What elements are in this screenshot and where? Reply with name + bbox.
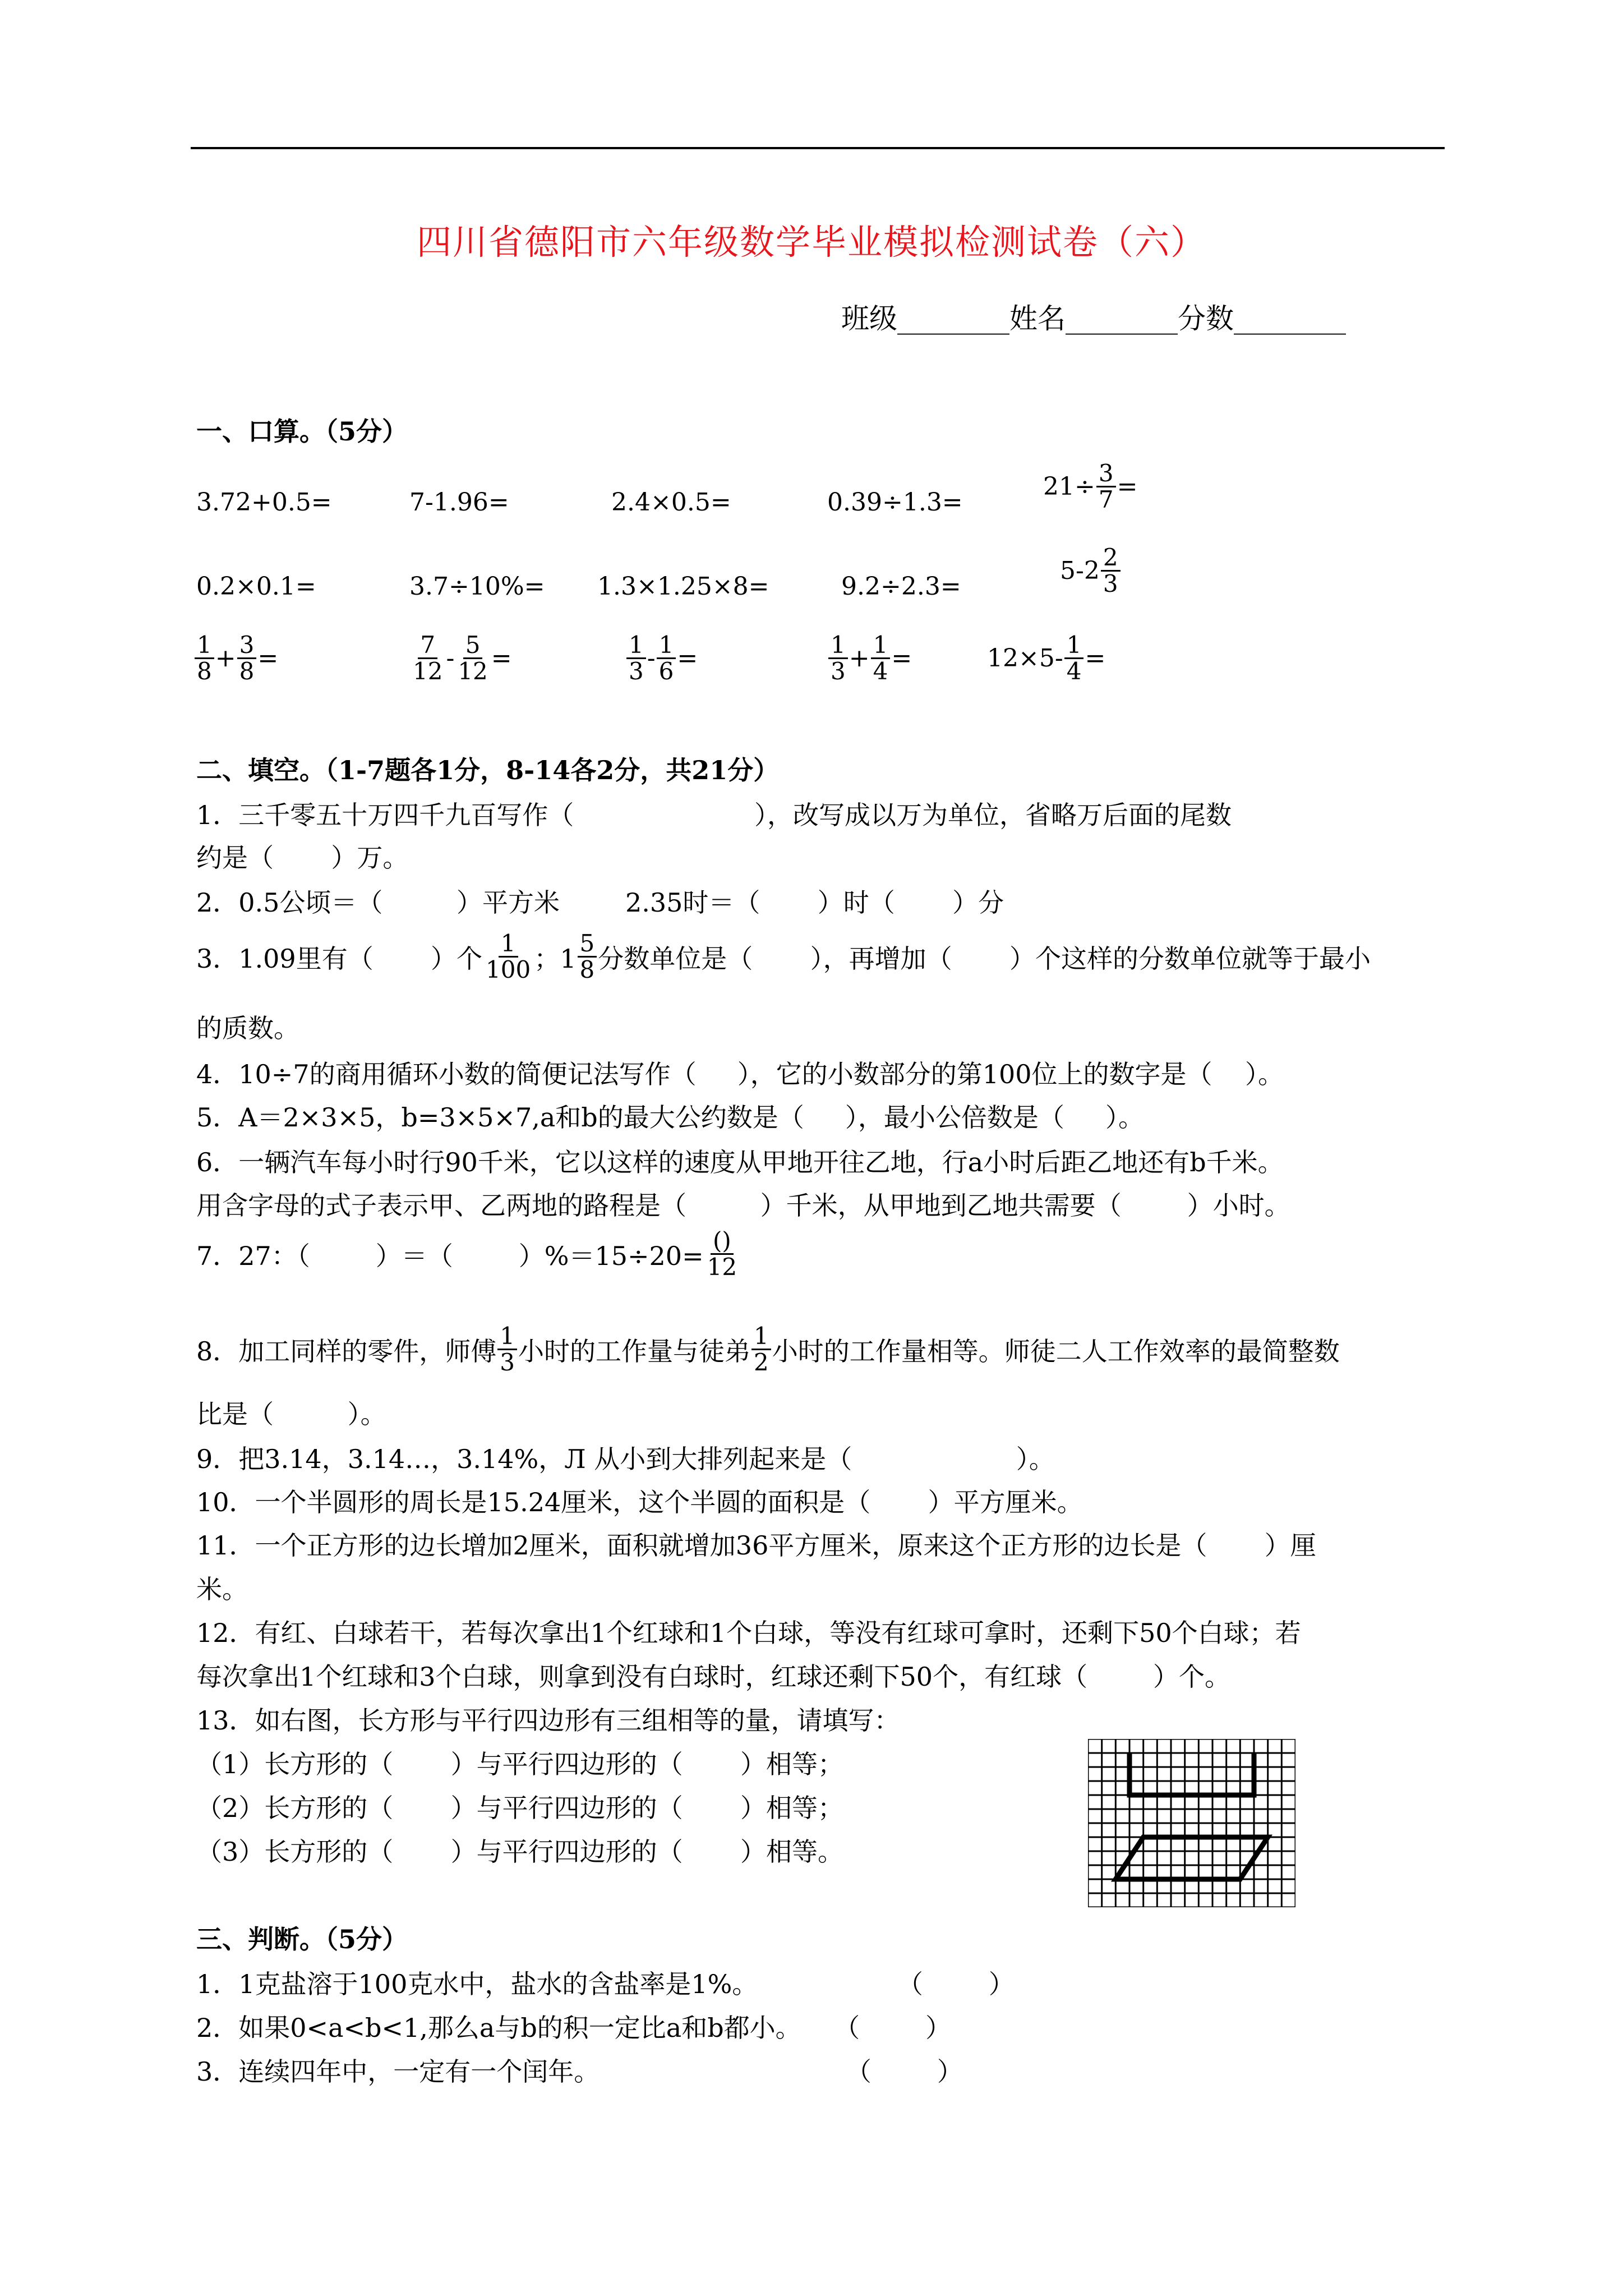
- calc-item: 1.3×1.25×8=: [597, 572, 769, 601]
- rectangle-parallelogram-grid-figure: [1088, 1739, 1295, 1907]
- question-4: 4．10÷7的商用循环小数的简便记法写作（ ），它的小数部分的第100位上的数字是（ ）。: [196, 1059, 1284, 1089]
- section1-heading: 一、口算。（5分）: [196, 416, 408, 447]
- question-13-part3: （3）长方形的（ ）与平行四边形的（ ）相等。: [196, 1837, 843, 1867]
- calc-item: 3.72+0.5=: [196, 488, 332, 517]
- question-9: 9．把3.14，3.14…，3.14%，Л 从小到大排列起来是（ ）。: [196, 1444, 1055, 1474]
- judgment-3: 3．连续四年中，一定有一个闰年。 （ ）: [196, 2056, 963, 2087]
- question-2: 2．0.5公顷＝（ ）平方米 2.35时＝（ ）时（ ）分: [196, 887, 1004, 918]
- calc-item-fraction: 1 8 + $\frac{3}{8}$ =: [193, 633, 278, 684]
- calc-item-fraction: 1 3 + $\frac{1}{4}$ =: [827, 633, 912, 684]
- calc-item: 2.4×0.5=: [611, 488, 731, 517]
- calc-item: 0.39÷1.3=: [827, 488, 963, 517]
- question-10: 10．一个半圆形的周长是15.24厘米，这个半圆的面积是（ ）平方厘米。: [196, 1487, 1083, 1517]
- calc-item-fraction: 1 3 - $\frac{1}{6}$ =: [625, 633, 698, 684]
- page-title: 四川省德阳市六年级数学毕业模拟检测试卷（六）: [416, 222, 1206, 263]
- student-info-line: 班级________姓名________分数________: [841, 302, 1346, 335]
- calc-item-fraction: 12×5- $\frac{1}{4}$ =: [987, 631, 1106, 685]
- question-3-cont: 的质数。: [196, 1013, 299, 1043]
- question-13: 13．如右图，长方形与平行四边形有三组相等的量，请填写：: [196, 1705, 900, 1736]
- calc-item: 7-1.96=: [409, 488, 509, 517]
- question-12: 12．有红、白球若干，若每次拿出1个红球和1个白球，等没有红球可拿时，还剩下50个白球；若: [196, 1618, 1301, 1648]
- section3-heading: 三、判断。（5分）: [196, 1924, 408, 1954]
- question-1: 1．三千零五十万四千九百写作（ ），改写成以万为单位，省略万后面的尾数: [196, 800, 1232, 830]
- question-1-cont: 约是（ ）万。: [196, 843, 409, 873]
- section2-heading: 二、填空。（1-7题各1分，8-14各2分，共21分）: [196, 755, 780, 785]
- calc-item-fraction: 21÷ $\frac{3}{7}$ =: [1043, 459, 1138, 514]
- judgment-2: 2．如果0<a<b<1,那么a与b的积一定比a和b都小。 （ ）: [196, 2013, 952, 2043]
- question-11: 11．一个正方形的边长增加2厘米，面积就增加36平方厘米，原来这个正方形的边长是（ ）厘: [196, 1530, 1316, 1561]
- question-8: 8．加工同样的零件，师傅 1 3 小时的工作量与徒弟 1 2 小时的工作量相等。师徒二人工作效率的最简整数: [196, 1322, 1340, 1377]
- calc-item: 9.2÷2.3=: [841, 572, 961, 601]
- question-11-cont: 米。: [196, 1574, 248, 1604]
- question-8-cont: 比是（ ）。: [196, 1399, 386, 1429]
- question-5: 5．A＝2×3×5，b=3×5×7,a和b的最大公约数是（ ），最小公倍数是（ ）。: [196, 1102, 1144, 1133]
- calc-item-fraction: 5-2 2 3: [1060, 545, 1122, 596]
- calc-item: 3.7÷10%=: [409, 572, 545, 601]
- question-7: 7．27：（ ）＝（ ）%＝15÷20= () 12: [196, 1227, 737, 1281]
- question-6-cont: 用含字母的式子表示甲、乙两地的路程是（ ）千米，从甲地到乙地共需要（ ）小时。: [196, 1190, 1290, 1221]
- header-rule: [191, 147, 1445, 149]
- question-13-part1: （1）长方形的（ ）与平行四边形的（ ）相等；: [196, 1749, 843, 1779]
- question-13-part2: （2）长方形的（ ）与平行四边形的（ ）相等；: [196, 1793, 843, 1823]
- calc-item: 0.2×0.1=: [196, 572, 316, 601]
- calc-item-fraction: 7 12 - $\frac{5}{12}$ =: [413, 631, 512, 685]
- judgment-1: 1．1克盐溶于100克水中，盐水的含盐率是1%。 （ ）: [196, 1969, 1015, 1999]
- question-3: 3．1.09里有（ ）个 1 100 ；1 5 8 分数单位是（ ），再增加（ ）个这样的分数单位就等于最小: [196, 930, 1371, 984]
- question-6: 6．一辆汽车每小时行90千米，它以这样的速度从甲地开往乙地，行a小时后距乙地还有b千米。: [196, 1147, 1284, 1177]
- question-12-cont: 每次拿出1个红球和3个白球，则拿到没有白球时，红球还剩下50个，有红球（ ）个。: [196, 1662, 1231, 1692]
